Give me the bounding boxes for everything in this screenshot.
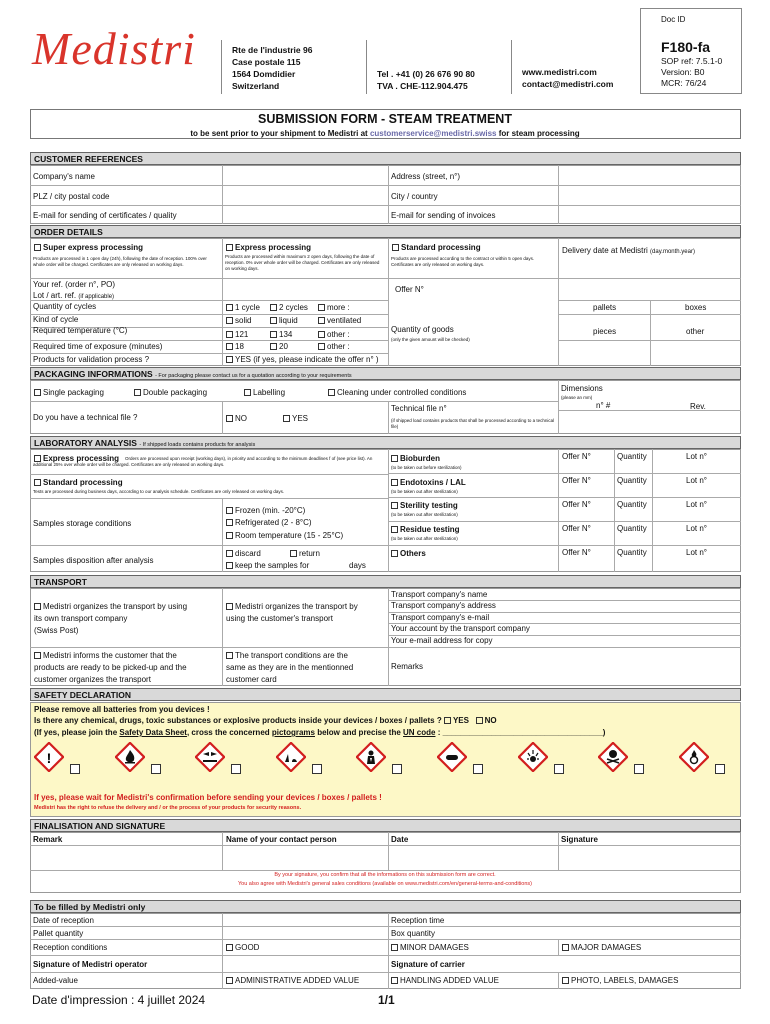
option-label: GOOD (235, 943, 260, 952)
controlled-cleaning-option[interactable] (328, 388, 466, 397)
email-certificates-label: E-mail for sending of certificates / quality (33, 211, 177, 220)
option-label: Medistri organizes the transport by using (43, 602, 188, 611)
quantity-header: Quantity (617, 524, 647, 533)
test-name: Others (400, 549, 426, 558)
disposition-label: Samples disposition after analysis (33, 556, 154, 565)
test-note: (to be taken out after sterilization) (391, 536, 458, 541)
express-label: Express processing (235, 243, 312, 252)
delivery-date-text: Delivery date at Medistri (562, 246, 648, 255)
major-damages-option[interactable] (562, 943, 641, 952)
address-line: Rte de l'industrie 96 (232, 45, 313, 55)
offer-header: Offer N° (562, 548, 591, 557)
checkbox[interactable] (34, 479, 41, 486)
exclamation-icon (34, 742, 64, 772)
checkbox[interactable] (244, 389, 251, 396)
option-label: more : (327, 303, 350, 312)
checkbox[interactable] (226, 304, 233, 311)
keep-samples-option[interactable] (226, 561, 309, 570)
lot-ref-label (33, 291, 114, 300)
checkbox[interactable] (318, 304, 325, 311)
header-divider (366, 40, 367, 94)
option-label: (Swiss Post) (34, 626, 79, 635)
checkbox[interactable] (391, 944, 398, 951)
packaging-heading: PACKAGING INFORMATIONS (34, 369, 153, 379)
doc-id-box (640, 8, 742, 94)
checkbox[interactable] (226, 507, 233, 514)
liquid-option[interactable] (270, 316, 298, 325)
contact-email: contact@medistri.com (522, 79, 614, 89)
checkbox[interactable] (34, 389, 41, 396)
transport-company-name-label: Transport company's name (391, 590, 488, 599)
address-label: Address (street, n°) (391, 172, 460, 181)
form-title: SUBMISSION FORM - STEAM TREATMENT (258, 112, 512, 126)
checkbox[interactable] (328, 389, 335, 396)
option-label: MAJOR DAMAGES (571, 943, 642, 952)
checkbox[interactable] (270, 317, 277, 324)
option-label: NO (235, 414, 247, 423)
technical-file-number-label: n° # (596, 401, 611, 410)
company-web (522, 66, 613, 90)
checkbox[interactable] (318, 317, 325, 324)
option-label: other : (327, 342, 350, 351)
checkbox[interactable] (34, 603, 41, 610)
gas-cylinder-icon (437, 742, 467, 772)
reception-conditions-label: Reception conditions (33, 943, 108, 952)
option-label: Medistri informs the customer that the (43, 651, 177, 660)
hazard-instructions (34, 728, 605, 737)
option-label: Medistri organizes the transport by (235, 602, 358, 611)
option-label: customer organizes the transport (34, 675, 151, 684)
technical-file-label: Technical file n° (391, 404, 447, 413)
option-label: Double packaging (143, 388, 208, 397)
instruction-text: , cross the concerned (186, 728, 272, 737)
super-express-option[interactable] (34, 243, 143, 252)
days-label: days (349, 561, 366, 570)
lab-standard-note: Tests are processed during business days, according to our analysis schedule. Certificates are only released on working days. (33, 489, 285, 494)
option-label: 20 (279, 342, 288, 351)
lot-header: Lot n° (686, 548, 707, 557)
remarks-label: Remarks (391, 662, 424, 671)
option-label: 134 (279, 330, 293, 339)
transport-option-medistri-own[interactable] (34, 601, 187, 637)
technical-file-question: Do you have a technical file ? (33, 413, 138, 422)
pictogram-checkbox[interactable] (634, 764, 644, 774)
health-hazard-icon (356, 742, 386, 772)
transport-option-customer-pickup[interactable] (34, 650, 187, 686)
residue-option[interactable] (391, 525, 460, 534)
super-express-label: Super express processing (43, 243, 144, 252)
option-label: 121 (235, 330, 249, 339)
oxidizer-icon (679, 742, 709, 772)
yes-label: YES (452, 716, 469, 725)
transport-option-customer-card[interactable] (226, 650, 353, 686)
option-label: PHOTO, LABELS, DAMAGES (571, 976, 679, 985)
checkbox[interactable] (283, 415, 290, 422)
pallet-quantity-label: Pallet quantity (33, 929, 84, 938)
option-label: products are ready to be picked-up and the (34, 663, 187, 672)
option-label: Refrigerated (2 - 8°C) (235, 518, 312, 527)
operator-signature-label: Signature of Medistri operator (33, 960, 148, 969)
hazard-question-text: Is there any chemical, drugs, toxic substances or explosive products inside your devices / boxes / pallets ? (34, 716, 442, 725)
option-label: discard (235, 549, 261, 558)
test-note: (to be taken out before sterilization) (391, 465, 462, 470)
option-label: Labelling (253, 388, 286, 397)
subtitle-text: to be sent prior to your shipment to Medistri at (190, 129, 370, 138)
option-label: return (299, 549, 320, 558)
kind-cycle-label: Kind of cycle (33, 315, 79, 324)
corrosion-icon (195, 742, 225, 772)
remark-header: Remark (33, 835, 63, 844)
explosive-icon (518, 742, 548, 772)
section-packaging (30, 367, 741, 380)
wait-confirmation-warning: If yes, please wait for Medistri's confirmation before sending your devices / boxes / pallets ! (34, 793, 382, 802)
lot-ref-note: (if applicable) (78, 294, 115, 300)
standard-checkbox[interactable] (392, 244, 399, 251)
website: www.medistri.com (522, 67, 597, 77)
test-note: (to be taken out after sterilization) (391, 489, 458, 494)
offer-header: Offer N° (562, 476, 591, 485)
environment-icon (276, 742, 306, 772)
checkbox[interactable] (391, 550, 398, 557)
added-value-label: Added-value (33, 976, 78, 985)
test-name: Endotoxins / LAL (400, 478, 466, 487)
checkbox[interactable] (226, 532, 233, 539)
subtitle-text: for steam processing (496, 129, 580, 138)
pallets-label: pallets (593, 303, 617, 312)
mcr: MCR: 76/24 (661, 78, 707, 88)
postal-code-label: PLZ / city postal code (33, 192, 110, 201)
admin-added-value-option[interactable] (226, 976, 359, 985)
quantity-header: Quantity (617, 500, 647, 509)
photo-labels-option[interactable] (562, 976, 678, 985)
section-order-details: ORDER DETAILS (30, 225, 741, 238)
checkbox[interactable] (270, 331, 277, 338)
form-subtitle (0, 129, 770, 138)
pictogram-checkbox[interactable] (473, 764, 483, 774)
contact-person-header: Name of your contact person (226, 835, 337, 844)
email-invoices-label: E-mail for sending of invoices (391, 211, 496, 220)
temp-121-option[interactable] (226, 330, 248, 339)
pictograms-link[interactable]: pictograms (271, 728, 315, 737)
sds-link[interactable]: Safety Data Sheet (119, 728, 187, 737)
validation-label: Products for validation process ? (33, 355, 150, 364)
option-label: Cleaning under controlled conditions (337, 388, 467, 397)
pictogram-checkbox[interactable] (554, 764, 564, 774)
delivery-date-format: (day.month.year) (650, 249, 695, 255)
lab-standard-option[interactable] (34, 478, 123, 487)
standard-note: Products are processed according to the contract or within 5 open days. Certificates are only released on working days. (391, 256, 535, 267)
no-label: NO (484, 716, 497, 725)
your-ref-label: Your ref. (order n°, PO) (33, 280, 116, 289)
option-label: Standard processing (43, 478, 123, 487)
option-label: YES (292, 414, 309, 423)
date-header: Date (391, 835, 409, 844)
checkbox[interactable] (226, 977, 233, 984)
customer-service-email[interactable]: customerservice@medistri.swiss (369, 129, 497, 138)
signature-header: Signature (561, 835, 598, 844)
option-label: Single packaging (43, 388, 104, 397)
transport-company-address-label: Transport company's address (391, 601, 496, 610)
lot-header: Lot n° (686, 524, 707, 533)
sterility-option[interactable] (391, 501, 458, 510)
pictogram-checkbox[interactable] (715, 764, 725, 774)
offer-number-label: Offer N° (395, 285, 424, 294)
hazard-no-checkbox[interactable] (476, 717, 483, 724)
option-label: other : (327, 330, 350, 339)
checkbox[interactable] (134, 389, 141, 396)
solid-option[interactable] (226, 316, 251, 325)
hazard-yes-checkbox[interactable] (444, 717, 451, 724)
checkbox[interactable] (318, 331, 325, 338)
phone-line: Tel . +41 (0) 26 676 90 80 (377, 69, 475, 79)
quantity-header: Quantity (617, 548, 647, 557)
lot-ref-text: Lot / art. ref. (33, 291, 77, 300)
minor-damages-option[interactable] (391, 943, 469, 952)
company-phone (377, 68, 475, 92)
endotoxins-option[interactable] (391, 478, 466, 487)
pictogram-checkbox[interactable] (312, 764, 322, 774)
express-checkbox[interactable] (226, 244, 233, 251)
checkbox[interactable] (226, 562, 233, 569)
checkbox[interactable] (391, 455, 398, 462)
checkbox[interactable] (391, 479, 398, 486)
revision-label: Rev. (690, 402, 706, 411)
test-name: Sterility testing (400, 501, 458, 510)
option-label: ADMINISTRATIVE ADDED VALUE (235, 976, 360, 985)
company-name-label: Company's name (33, 172, 95, 181)
handling-added-value-option[interactable] (391, 976, 499, 985)
vat-line: TVA . CHE-112.904.475 (377, 81, 468, 91)
option-label: solid (235, 316, 252, 325)
other-label: other (686, 327, 705, 336)
skull-icon (598, 742, 628, 772)
option-label: Frozen (min. -20°C) (235, 506, 306, 515)
instruction-text: (If yes, please join the (34, 728, 120, 737)
carrier-signature-label: Signature of carrier (391, 960, 465, 969)
option-label: customer card (226, 675, 277, 684)
option-label: 18 (235, 342, 244, 351)
technical-file-note: (if shipped load contains products that shall be processed according to a technical file) (391, 418, 555, 429)
checkbox[interactable] (391, 502, 398, 509)
doc-number: F180-fa (661, 39, 711, 55)
offer-header: Offer N° (562, 500, 591, 509)
time-other-option[interactable] (318, 342, 350, 351)
svg-text:!: ! (46, 750, 52, 766)
checkbox[interactable] (562, 944, 569, 951)
transport-option-customer-transport[interactable] (226, 601, 358, 625)
quantity-header: Quantity (617, 476, 647, 485)
test-note: (to be taken out after sterilization) (391, 512, 458, 517)
reception-date-label: Date of reception (33, 916, 94, 925)
ventilated-option[interactable] (318, 316, 361, 325)
hazard-question (34, 716, 497, 725)
return-option[interactable] (290, 549, 320, 558)
sop-ref: SOP ref: 7.5.1-0 (661, 56, 723, 66)
test-name: Bioburden (400, 454, 440, 463)
checkbox[interactable] (391, 526, 398, 533)
address-line: Switzerland (232, 81, 280, 91)
checkbox[interactable] (318, 343, 325, 350)
frozen-option[interactable] (226, 506, 305, 515)
bioburden-option[interactable] (391, 454, 440, 463)
delivery-date-label (562, 246, 695, 255)
option-label: same as they are in the mentionned (226, 663, 354, 672)
cycle-2-option[interactable] (270, 303, 308, 312)
instruction-text: below and precise the (315, 728, 404, 737)
quantity-cycles-label: Quantity of cycles (33, 302, 97, 311)
lot-header: Lot n° (686, 476, 707, 485)
offer-header: Offer N° (562, 524, 591, 533)
temperature-label: Required temperature (°C) (33, 326, 128, 335)
test-name: Residue testing (400, 525, 460, 534)
option-label: 1 cycle (235, 303, 260, 312)
storage-conditions-label: Samples storage conditions (33, 519, 132, 528)
checkbox[interactable] (34, 652, 41, 659)
option-label: liquid (279, 316, 298, 325)
reception-time-label: Reception time (391, 916, 445, 925)
validation-yes-option[interactable] (226, 355, 379, 364)
header-divider (511, 40, 512, 94)
checkbox[interactable] (226, 944, 233, 951)
option-label: HANDLING ADDED VALUE (400, 976, 499, 985)
option-label: using the customer's transport (226, 614, 333, 623)
transport-account-label: Your account by the transport company (391, 624, 530, 633)
checkbox[interactable] (562, 977, 569, 984)
cycle-1-option[interactable] (226, 303, 260, 312)
pictogram-checkbox[interactable] (231, 764, 241, 774)
dimensions-note: (please an mm) (561, 395, 593, 400)
pictogram-checkbox[interactable] (151, 764, 161, 774)
checkbox[interactable] (226, 356, 233, 363)
good-option[interactable] (226, 943, 259, 952)
super-express-checkbox[interactable] (34, 244, 41, 251)
single-packaging-option[interactable] (34, 388, 104, 397)
box-quantity-label: Box quantity (391, 929, 436, 938)
doc-meta (661, 56, 722, 89)
checkbox[interactable] (226, 603, 233, 610)
checkbox[interactable] (290, 550, 297, 557)
lot-header: Lot n° (686, 500, 707, 509)
cycle-more-option[interactable] (318, 303, 350, 312)
checkbox[interactable] (226, 519, 233, 526)
option-label: MINOR DAMAGES (400, 943, 469, 952)
instruction-text: : ____________________________________) (435, 728, 606, 737)
checkbox[interactable] (226, 317, 233, 324)
pieces-label: pieces (593, 327, 617, 336)
lab-heading: LABORATORY ANALYSIS (34, 438, 137, 448)
battery-warning: Please remove all batteries from you devices ! (34, 705, 210, 714)
tech-file-no-option[interactable] (226, 414, 247, 423)
temp-134-option[interactable] (270, 330, 292, 339)
section-transport: TRANSPORT (30, 575, 741, 588)
discard-option[interactable] (226, 549, 261, 558)
section-medistri-only: To be filled by Medistri only (30, 900, 741, 913)
time-18-option[interactable] (226, 342, 244, 351)
doc-id-label: Doc ID (661, 15, 686, 24)
address-line: Case postale 115 (232, 57, 301, 67)
double-packaging-option[interactable] (134, 388, 207, 397)
un-code-link[interactable]: UN code (403, 728, 436, 737)
pictogram-checkbox[interactable] (392, 764, 402, 774)
terms-note: You also agree with Medistri's general sales conditions (available on www.medistri.com/en/general-terms-and-conditions) (237, 881, 533, 887)
refrigerated-option[interactable] (226, 518, 312, 527)
checkbox[interactable] (226, 652, 233, 659)
standard-option[interactable] (392, 243, 481, 252)
standard-label: Standard processing (401, 243, 481, 252)
option-label: Express processing (43, 454, 120, 463)
medistri-logo: Medistri (32, 23, 196, 74)
flame-icon (115, 742, 145, 772)
lab-note: - If shipped loads contains products for analysis (139, 442, 256, 448)
address-line: 1564 Domdidier (232, 69, 296, 79)
option-label: The transport conditions are the (235, 651, 348, 660)
confirm-note: By your signature, you confirm that all the informations on this submission form are correct. (274, 872, 496, 878)
lot-header: Lot n° (686, 452, 707, 461)
express-note: Products are processed within maximum 2 open days, following the date of reception. 0% over whole order will be charged. Certificates are only released on working days. (225, 254, 380, 271)
boxes-label: boxes (685, 303, 707, 312)
option-label: ventilated (327, 316, 362, 325)
section-customer-references: CUSTOMER REFERENCES (30, 152, 741, 165)
version: Version: B0 (661, 67, 705, 77)
labelling-option[interactable] (244, 388, 285, 397)
checkbox[interactable] (226, 550, 233, 557)
checkbox[interactable] (391, 977, 398, 984)
section-finalisation: FINALISATION AND SIGNATURE (30, 819, 741, 832)
page-number: 1/1 (378, 993, 395, 1007)
checkbox[interactable] (226, 331, 233, 338)
room-temperature-option[interactable] (226, 531, 343, 540)
super-express-note: Products are processed in 1 open day (24h), following the date of reception. 100% over whole order will be charged. Certificates are only released on working days. (33, 256, 207, 267)
time-20-option[interactable] (270, 342, 288, 351)
city-label: City / country (391, 192, 438, 201)
option-label: 2 cycles (279, 303, 308, 312)
copy-email-label: Your e-mail address for copy (391, 636, 493, 645)
dimensions-label: Dimensions (561, 384, 603, 393)
section-safety: SAFETY DECLARATION (30, 688, 741, 701)
section-laboratory (30, 436, 741, 449)
packaging-note: - For packaging please contact us for a quotation according to your requirements (155, 373, 352, 379)
header-divider (221, 40, 222, 94)
offer-header: Offer N° (562, 452, 591, 461)
company-address (232, 44, 312, 92)
lab-express-note: Orders are processed upon receipt (working days), in priority and according to the minimum deadlines f of (see price list). An additional 25% over whole order will be charged. Certificates are only released on working days. (33, 456, 373, 467)
quantity-goods-note: (only the given amount will be checked) (391, 337, 470, 342)
option-label: its own transport company (34, 614, 128, 623)
quantity-goods-label: Quantity of goods (391, 325, 454, 334)
others-option[interactable] (391, 549, 426, 558)
refusal-warning: Medistri has the right to refuse the delivery and / or the process of your products for security reasons. (34, 805, 302, 811)
quantity-header: Quantity (617, 452, 647, 461)
temp-other-option[interactable] (318, 330, 350, 339)
transport-company-email-label: Transport company's e-mail (391, 613, 490, 622)
option-label: keep the samples for (235, 561, 310, 570)
pictogram-checkbox[interactable] (70, 764, 80, 774)
checkbox[interactable] (226, 415, 233, 422)
exposure-time-label: Required time of exposure (minutes) (33, 342, 163, 351)
tech-file-yes-option[interactable] (283, 414, 308, 423)
option-label: Room temperature (15 - 25°C) (235, 531, 344, 540)
checkbox[interactable] (270, 304, 277, 311)
checkbox[interactable] (226, 343, 233, 350)
option-label: YES (if yes, please indicate the offer n° ) (235, 355, 379, 364)
express-option[interactable] (226, 243, 311, 252)
print-date: Date d'impression : 4 juillet 2024 (32, 993, 206, 1007)
checkbox[interactable] (270, 343, 277, 350)
